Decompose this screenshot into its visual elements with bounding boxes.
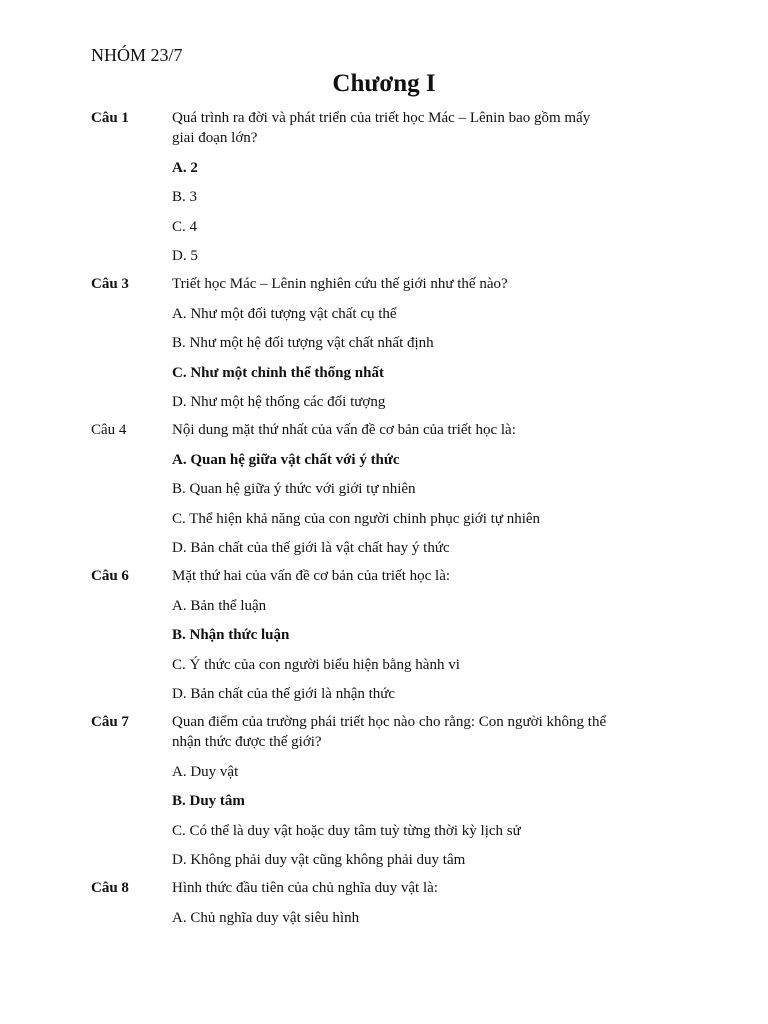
answer-options	[0, 304, 768, 413]
group-label: NHÓM 23/7	[91, 45, 183, 65]
answer-option: D. Như một hệ thống các đối tượng	[172, 394, 386, 410]
question-number: Câu 3	[91, 276, 129, 292]
answer-option-correct: C. Như một chỉnh thể thống nhất	[172, 364, 384, 381]
question-text: Triết học Mác – Lênin nghiên cứu thế giới như thế nào?	[172, 276, 508, 292]
question-row	[0, 418, 768, 440]
question-block	[0, 272, 768, 412]
answer-option: A. Như một đối tượng vật chất cụ thể	[172, 305, 397, 322]
answer-options	[0, 450, 768, 559]
question-row	[0, 272, 768, 294]
answer-option: A. Duy vật	[172, 763, 239, 780]
answer-option-correct: A. Quan hệ giữa vật chất với ý thức	[172, 451, 400, 468]
answer-option-correct: A. 2	[172, 159, 198, 176]
answer-option: B. 3	[172, 189, 198, 205]
question-block	[0, 106, 768, 266]
answer-option: B. Như một hệ đối tượng vật chất nhất định	[172, 335, 434, 351]
question-number: Câu 8	[91, 880, 129, 896]
answer-option: D. Không phải duy vật cũng không phải duy tâm	[172, 852, 466, 868]
answer-option: A. Chủ nghĩa duy vật siêu hình	[172, 909, 360, 926]
question-number: Câu 6	[91, 568, 129, 584]
answer-options	[0, 596, 768, 705]
question-row	[0, 106, 768, 148]
answer-option: B. Quan hệ giữa ý thức với giới tự nhiên	[172, 481, 416, 497]
question-text: Nội dung mặt thứ nhất của vấn đề cơ bản của triết học là:	[172, 422, 516, 438]
answer-option: C. Thể hiện khả năng của con người chinh phục giới tự nhiên	[172, 510, 541, 527]
answer-option: C. Ý thức của con người biểu hiện bằng hành vi	[172, 656, 460, 673]
answer-option: D. Bản chất của thế giới là vật chất hay ý thức	[172, 540, 450, 556]
answer-options	[0, 908, 768, 928]
question-text: Mặt thứ hai của vấn đề cơ bản của triết học là:	[172, 568, 451, 584]
question-number: Câu 1	[91, 110, 129, 126]
question-number: Câu 4	[91, 422, 127, 438]
question-row	[0, 564, 768, 586]
question-text: Quá trình ra đời và phát triển của triết học Mác – Lênin bao gồm mấy giai đoạn lớn?	[172, 110, 591, 146]
question-block	[0, 564, 768, 704]
question-block	[0, 876, 768, 928]
answer-option: A. Bản thể luận	[172, 597, 267, 614]
chapter-title: Chương I	[332, 70, 436, 97]
question-text: Hình thức đầu tiên của chủ nghĩa duy vật là:	[172, 880, 438, 896]
answer-option-correct: B. Duy tâm	[172, 793, 245, 809]
question-list	[0, 106, 768, 934]
question-block	[0, 418, 768, 558]
answer-options	[0, 158, 768, 267]
question-text: Quan điểm của trường phái triết học nào cho rằng: Con người không thể nhận thức được thế giới?	[172, 714, 607, 750]
answer-option-correct: B. Nhận thức luận	[172, 627, 290, 643]
answer-option: C. Có thể là duy vật hoặc duy tâm tuỳ từng thời kỳ lịch sử	[172, 822, 521, 839]
answer-option: C. 4	[172, 218, 198, 235]
question-block	[0, 710, 768, 870]
question-number: Câu 7	[91, 714, 129, 730]
answer-options	[0, 762, 768, 871]
question-row	[0, 710, 768, 752]
question-row	[0, 876, 768, 898]
answer-option: D. Bản chất của thế giới là nhận thức	[172, 686, 396, 702]
answer-option: D. 5	[172, 248, 198, 264]
